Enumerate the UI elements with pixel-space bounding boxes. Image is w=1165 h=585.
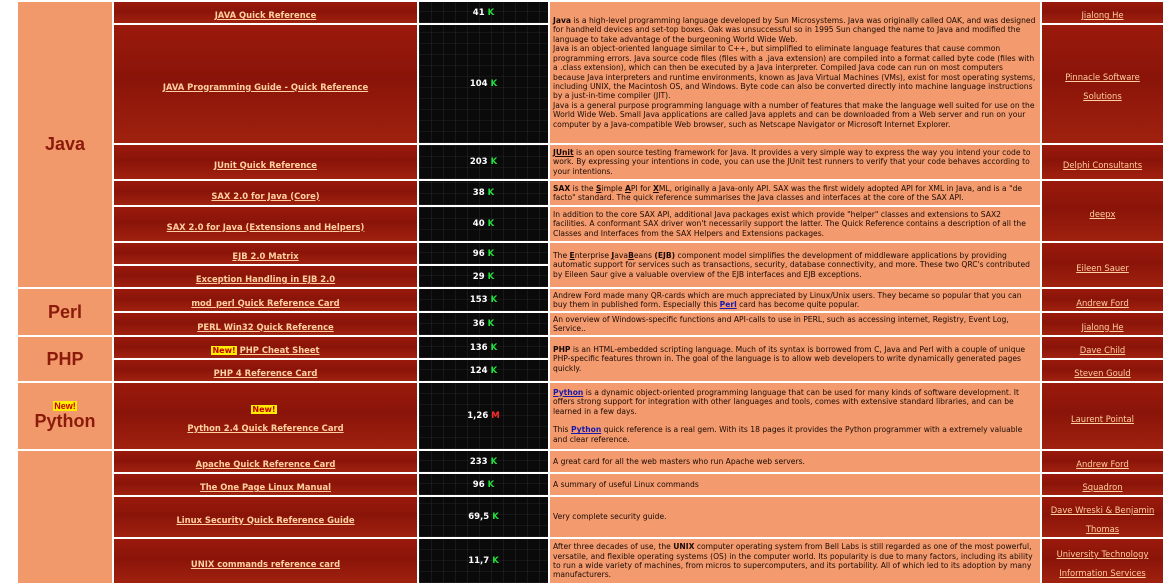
table-row [18,337,1163,358]
ref-link-python[interactable]: Python 2.4 Quick Reference Card [187,423,344,433]
ref-link-java-quick-reference[interactable]: JAVA Quick Reference [214,10,317,20]
file-size: 136 K [419,337,548,358]
table-row [18,243,1163,264]
author-link[interactable]: Jialong He [1081,321,1124,332]
description: After three decades of use, the UNIX computer operating system from Bell Labs is still regarded as one of the most powerful, versatile, and flexible operating systems (OS) in the computer world. Its popularity is due to many factors, including its ability to run a wide variety of machines, from micros to supercomputers, and its portability. All of which led to its adoption by many manufacturers. [550,539,1040,583]
file-size: 96 K [419,243,548,264]
description: Python is a dynamic object-oriented programming language that can be used for many kinds of software development. It offers strong support for integration with other languages and tools, comes with extensive standard libraries, and can be learned in a few days. This Python quick reference is a real gem. With its 18 pages it provides the Python programmer with a extremely valuable and clear reference. [550,383,1040,449]
author-link[interactable]: Jialong He [1081,10,1124,20]
author-link[interactable]: Andrew Ford [1076,459,1129,469]
author-link[interactable]: Dave Child [1079,345,1126,355]
ref-link-php4[interactable]: PHP 4 Reference Card [213,368,318,378]
file-size: 36 K [419,313,548,335]
ref-link-unix-commands[interactable]: UNIX commands reference card [190,558,341,569]
file-size: 69,5 K [419,497,548,537]
table-row [18,313,1163,335]
ref-link-perl-win32[interactable]: PERL Win32 Quick Reference [197,321,334,332]
file-size: 153 K [419,289,548,311]
author-link[interactable]: Squadron [1082,482,1123,492]
description: Andrew Ford made many QR-cards which are much appreciated by Linux/Unix users. They became so popular that you can buy them in published form. Especially this Perl card has become quite popular. [550,289,1040,311]
ref-link-php-cheat-sheet[interactable]: PHP Cheat Sheet [239,345,320,355]
table-row [18,145,1163,179]
author-link[interactable]: Pinnacle Software Solutions [1065,72,1140,101]
description: Very complete security guide. [550,497,1040,537]
file-size: 11,7 K [419,539,548,583]
new-badge: New! [212,346,236,355]
file-size: 203 K [419,145,548,179]
author-link[interactable]: Delphi Consultants [1062,159,1143,170]
file-size: 29 K [419,266,548,287]
category-php: PHP [18,337,112,381]
description: PHP is an HTML-embedded scripting language. Much of its syntax is borrowed from C, Java and Perl with a couple of unique PHP-specific features thrown in. The goal of the language is to allow web developers to write dynamically generated pages quickly. [550,337,1040,381]
file-size: 38 K [419,181,548,205]
description: SAX is the Simple API for XML, originally a Java-only API. SAX was the first widely adopted API for XML in Java, and is a "de facto" standard. The quick reference summarises the Java classes and interfaces at the core of the SAX API. [550,181,1040,205]
file-size: 40 K [419,207,548,241]
description: An overview of Windows-specific functions and API-calls to use in PERL, such as accessing internet, Registry, Event Log, Service.. [550,313,1040,335]
description: In addition to the core SAX API, additional Java packages exist which provide "helper" classes and extensions to SAX2 facilities. A conformant SAX driver won't necessarily support the latter. The Quick Reference contains a description of all the Classes and Interfaces from the SAX Helpers and Extensions packages. [550,207,1040,241]
ref-link-junit[interactable]: JUnit Quick Reference [214,159,317,170]
table-row [18,497,1163,537]
file-size: 1,26 M [419,383,548,449]
file-size: 96 K [419,474,548,495]
ref-link-java-programming-guide[interactable]: JAVA Programming Guide - Quick Reference [162,81,369,92]
file-size: 104 K [419,25,548,143]
category-perl: Perl [18,289,112,335]
description: A summary of useful Linux commands [550,474,1040,495]
description: A great card for all the web masters who run Apache web servers. [550,451,1040,472]
table-row [18,181,1163,205]
category-java: Java [18,2,112,287]
description: The Enterprise JavaBeans (EJB) component model simplifies the development of middleware applications by providing automatic support for services such as transactions, security, database connectivity, and more. These two QRC's contributed by Eileen Saur give a valuable overview of the EJB interfaces and EJB exceptions. [550,243,1040,287]
ref-link-mod-perl[interactable]: mod_perl Quick Reference Card [191,297,340,308]
table-row [18,207,1163,241]
ref-link-sax-core[interactable]: SAX 2.0 for Java (Core) [211,190,320,201]
table-row [18,539,1163,583]
new-badge: New! [54,400,76,411]
ref-link-linux-security[interactable]: Linux Security Quick Reference Guide [176,514,355,525]
file-size: 233 K [419,451,548,472]
category-python: New! Python [18,383,112,449]
table-row [18,451,1163,472]
author-link[interactable]: deepx [1089,208,1116,219]
author-link[interactable]: Dave Wreski & Benjamin Thomas [1050,505,1155,534]
new-badge: New! [252,405,276,414]
reference-table [16,0,1165,585]
author-link[interactable]: Eileen Sauer [1076,262,1129,273]
category-linux [18,451,112,583]
ref-link-ejb-exceptions[interactable]: Exception Handling in EJB 2.0 [195,274,336,284]
table-row [18,383,1163,449]
author-link[interactable]: Steven Gould [1074,368,1131,378]
ref-link-apache[interactable]: Apache Quick Reference Card [195,459,336,469]
author-link[interactable]: Andrew Ford [1076,297,1129,308]
ref-link-sax-extensions[interactable]: SAX 2.0 for Java (Extensions and Helpers) [166,221,365,232]
table-row [18,289,1163,311]
description: JUnit is an open source testing framework for Java. It provides a very simple way to express the way you intend your code to work. By expressing your intentions in code, you can use the JUnit test runners to verify that your code behaves according to your intentions. [550,145,1040,179]
description: Java is a high-level programming language developed by Sun Microsystems. Java was originally called OAK, and was designed for handheld devices and set-top boxes. Oak was unsuccessful so in 1995 Sun changed the name to Java and modified the language to take advantage of the burgeoning World Wide Web. Java is an object-oriented language similar to C++, but simplified to eliminate language features that cause common programming errors. Java source code files (files with a .java extension) are compiled into a format called byte code (files with a .class extension), which can then be executed by a Java interpreter. Compiled Java code can run on most computers because Java interpreters and runtime environments, known as Java Virtual Machines (VMs), exist for most operating systems, including UNIX, the Macintosh OS, and Windows. Byte code can also be converted directly into machine language instructions by a just-in-time compiler (JIT). Java is a general purpose programming language with a number of features that make the language well suited for use on the World Wide Web. Small Java applications are called Java applets and can be downloaded from a Web server and run on your computer by a Java-compatible Web browser, such as Netscape Navigator or Microsoft Internet Explorer. [550,2,1040,143]
file-size: 41 K [419,2,548,23]
ref-link-ejb-matrix[interactable]: EJB 2.0 Matrix [232,251,299,261]
table-row [18,474,1163,495]
file-size: 124 K [419,360,548,381]
table-row [18,2,1163,23]
author-link[interactable]: Laurent Pointal [1070,413,1135,424]
author-link[interactable]: University Technology Information Services [1056,549,1149,578]
ref-link-linux-manual[interactable]: The One Page Linux Manual [200,482,331,492]
